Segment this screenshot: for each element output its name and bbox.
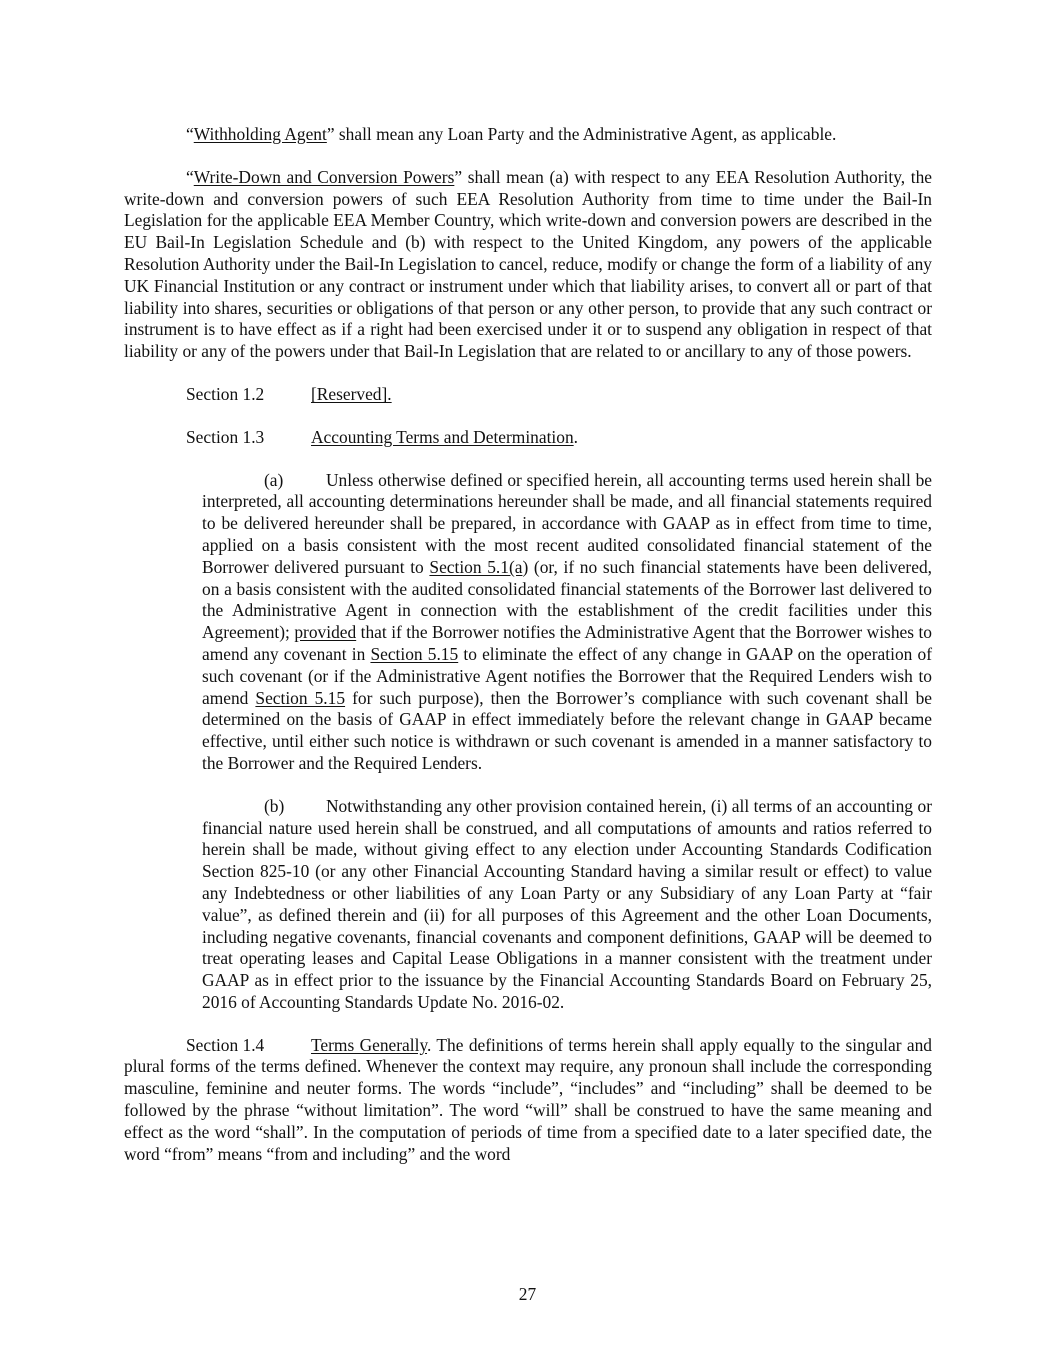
definition-text: ” shall mean (a) with respect to any EEA Resolution Authority, the write-down and conversion powers of such EEA Resolution Authority from time to time under the Bail-In Legislation for the applicable EEA Member Country, which write-down and conversion powers are described in the EU Bail-In Legislation Schedule and (b) with respect to the United Kingdom, any powers of the applicable Resolution Authority under the Bail-In Legislation to cancel, reduce, modify or change the form of a liability of any UK Financial Institution or any contract or instrument under which that liability arises, to convert all or part of that liability into shares, securities or obligations of that person or any other person, to provide that any such contract or instrument is to have effect as if a right had been exercised under it or to suspend any obligation in respect of that liability or any of the powers under that Bail-In Legislation that are related to or ancillary to any of those powers. [124, 166, 933, 362]
section-number: Section 1.2 [186, 383, 265, 404]
subsection-text: that if the Borrower notifies the Administrative Agent that the Borrower wishes to amend any covenant in [202, 622, 932, 664]
section-1-2-heading [124, 384, 932, 406]
section-text: . The definitions of terms herein shall apply equally to the singular and plural forms of the terms defined. Whenever the context may require, any pronoun shall include the corresponding masculine, feminine and neuter forms. The words “include”, “includes” and “including” shall be deemed to be followed by the phrase “without limitation”. The word “will” shall be construed to have the same meaning and effect as the word “shall”. In the computation of periods of time from a specified date to a later specified date, the word “from” means “from and including” and the word [124, 1034, 932, 1164]
section-1-4 [124, 1035, 932, 1166]
proviso-term: provided [294, 622, 357, 643]
section-title: Terms Generally [311, 1034, 428, 1055]
section-title: Accounting Terms and Determination [311, 426, 574, 447]
subsection-a [202, 470, 932, 775]
section-title: [Reserved]. [311, 383, 392, 404]
subsection-label: (a) [264, 469, 284, 490]
cross-reference: Section 5.15 [370, 643, 459, 664]
subsection-text: Unless otherwise defined or specified herein, all accounting terms used herein shall be interpreted, all accounting determinations hereunder shall be made, and all financial statements required to be delivered hereunder shall be prepared, in accordance with GAAP as in effect from time to time, applied on a basis consistent with the most recent audited consolidated financial statement of the Borrower delivered pursuant to [202, 469, 932, 577]
definition-withholding-agent [124, 124, 932, 146]
defined-term: Withholding Agent [193, 124, 327, 144]
definition-text: ” shall mean any Loan Party and the Administrative Agent, as applicable. [326, 124, 837, 144]
document-page [124, 124, 932, 1165]
subsection-text: ) (or, if no such financial statements have been delivered, on a basis consistent with the audited consolidated financial statements of the Borrower last delivered to the Administrative Agent in connection with the establishment of the credit facilities under this Agreement); [202, 556, 932, 643]
definition-write-down-powers [124, 167, 932, 363]
section-number: Section 1.3 [186, 426, 265, 447]
section-title-period: . [573, 426, 578, 447]
subsection-text: for such purpose), then the Borrower’s compliance with such covenant shall be determined on the basis of GAAP in effect immediately before the relevant change in GAAP became effective, until either such notice is withdrawn or such covenant is amended in a manner satisfactory to the Borrower and the Required Lenders. [202, 687, 933, 773]
subsection-b [202, 796, 932, 1014]
cross-reference: Section 5.15 [255, 687, 346, 708]
subsection-text: to eliminate the effect of any change in GAAP on the operation of such covenant (or if the Administrative Agent notifies the Borrower that the Required Lenders wish to amend [202, 643, 932, 708]
subsection-text: Notwithstanding any other provision contained herein, (i) all terms of an accounting or financial nature used herein shall be construed, and all computations of amounts and ratios referred to herein shall be made, without giving effect to any election under Accounting Standards Codification Section 825-10 (or any other Financial Accounting Standard having a similar result or effect) to value any Indebtedness or other liabilities of any Loan Party or any Subsidiary of any Loan Party at “fair value”, as defined therein and (ii) for all purposes of this Agreement and the other Loan Documents, including negative covenants, financial covenants and component definitions, GAAP will be deemed to treat operating leases and Capital Lease Obligations in a manner consistent with the treatment under GAAP as in effect prior to the issuance by the Financial Accounting Standards Board on February 25, 2016 of Accounting Standards Update No. 2016-02. [202, 795, 932, 1012]
section-number: Section 1.4 [186, 1034, 265, 1055]
page-number: 27 [518, 1284, 537, 1304]
open-quote: “ [186, 166, 194, 187]
defined-term: Write-Down and Conversion Powers [193, 166, 455, 187]
section-1-3-heading [124, 427, 932, 449]
open-quote: “ [186, 124, 194, 144]
cross-reference: Section 5.1(a [429, 556, 523, 577]
subsection-label: (b) [264, 795, 285, 816]
